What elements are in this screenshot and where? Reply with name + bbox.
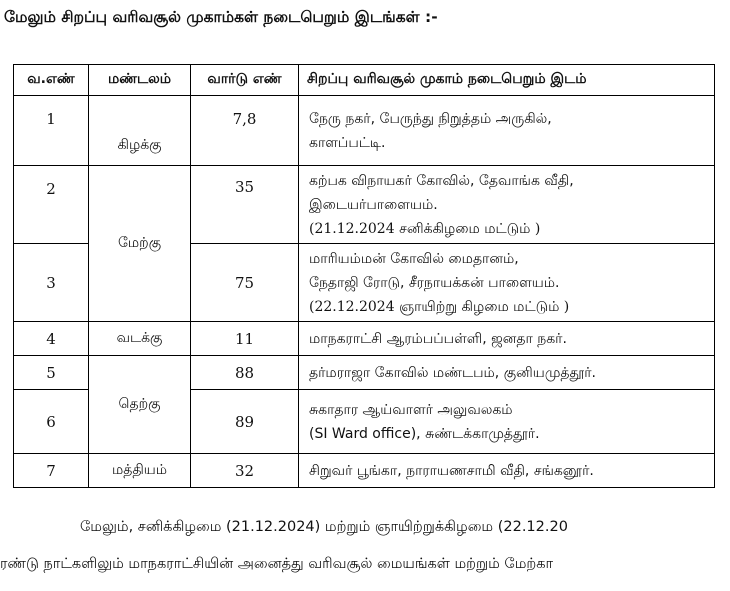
table-row <box>14 454 715 488</box>
table-row <box>14 356 715 390</box>
zone-cell: மத்தியம் <box>89 454 191 488</box>
ward-number: 35 <box>191 166 299 244</box>
camp-location <box>299 454 715 488</box>
header-serial-number: வ.எண் <box>14 65 89 96</box>
table-row <box>14 322 715 356</box>
ward-number: 88 <box>191 356 299 390</box>
ward-number: 32 <box>191 454 299 488</box>
serial-number: 1 <box>14 96 89 166</box>
camp-locations-table <box>13 64 715 488</box>
location-line: மாரியம்மன் கோவில் மைதானம், <box>309 250 519 267</box>
header-ward-number: வார்டு எண் <box>191 65 299 96</box>
location-line: தர்மராஜா கோவில் மண்டபம், குனியமுத்தூர். <box>309 364 596 381</box>
location-line: சிறுவர் பூங்கா, நாராயணசாமி வீதி, சங்கனூர். <box>309 462 594 479</box>
table-row <box>14 166 715 244</box>
serial-number: 4 <box>14 322 89 356</box>
ward-number: 7,8 <box>191 96 299 166</box>
location-line: கற்பக விநாயகர் கோவில், தேவாங்க வீதி, <box>309 172 574 189</box>
serial-number: 6 <box>14 390 89 454</box>
camp-location <box>299 322 715 356</box>
header-zone: மண்டலம் <box>89 65 191 96</box>
location-line: நேரு நகர், பேருந்து நிறுத்தம் அருகில், <box>309 110 552 127</box>
camp-location <box>299 166 715 244</box>
paragraph-line-2: ரண்டு நாட்களிலும் மாநகராட்சியின் அனைத்து வரிவசூல் மையங்கள் மற்றும் மேற்கா <box>0 556 554 572</box>
camp-location <box>299 244 715 322</box>
page-heading: மேலும் சிறப்பு வரிவசூல் முகாம்கள் நடைபெறும் இடங்கள் :- <box>4 8 438 26</box>
serial-number: 2 <box>14 166 89 244</box>
location-note: (22.12.2024 ஞாயிற்று கிழமை மட்டும் ) <box>309 298 570 315</box>
ward-number: 11 <box>191 322 299 356</box>
location-line: மாநகராட்சி ஆரம்பப்பள்ளி, ஜனதா நகர். <box>309 330 567 347</box>
zone-cell: தெற்கு <box>89 356 191 454</box>
camp-location <box>299 356 715 390</box>
table-header-row <box>14 65 715 96</box>
serial-number: 5 <box>14 356 89 390</box>
table-row <box>14 96 715 166</box>
zone-cell: கிழக்கு <box>89 96 191 166</box>
paragraph-line-1: மேலும், சனிக்கிழமை (21.12.2024) மற்றும் ஞாயிற்றுக்கிழமை (22.12.20 <box>80 519 568 535</box>
serial-number: 3 <box>14 244 89 322</box>
location-line: நேதாஜி ரோடு, சீரநாயக்கன் பாளையம். <box>309 274 560 291</box>
location-note: (21.12.2024 சனிக்கிழமை மட்டும் ) <box>309 220 541 237</box>
serial-number: 7 <box>14 454 89 488</box>
zone-cell: வடக்கு <box>89 322 191 356</box>
zone-cell: மேற்கு <box>89 166 191 322</box>
ward-number: 75 <box>191 244 299 322</box>
location-line: சுகாதார ஆய்வாளர் அலுவலகம் <box>309 401 513 418</box>
location-line: காளப்பட்டி. <box>309 134 386 151</box>
header-camp-location: சிறப்பு வரிவசூல் முகாம் நடைபெறும் இடம் <box>299 65 715 96</box>
camp-location <box>299 96 715 166</box>
location-line: (SI Ward office), சுண்டக்காமுத்தூர். <box>309 425 540 442</box>
location-line: இடையர்பாளையம். <box>309 196 438 213</box>
camp-location <box>299 390 715 454</box>
ward-number: 89 <box>191 390 299 454</box>
